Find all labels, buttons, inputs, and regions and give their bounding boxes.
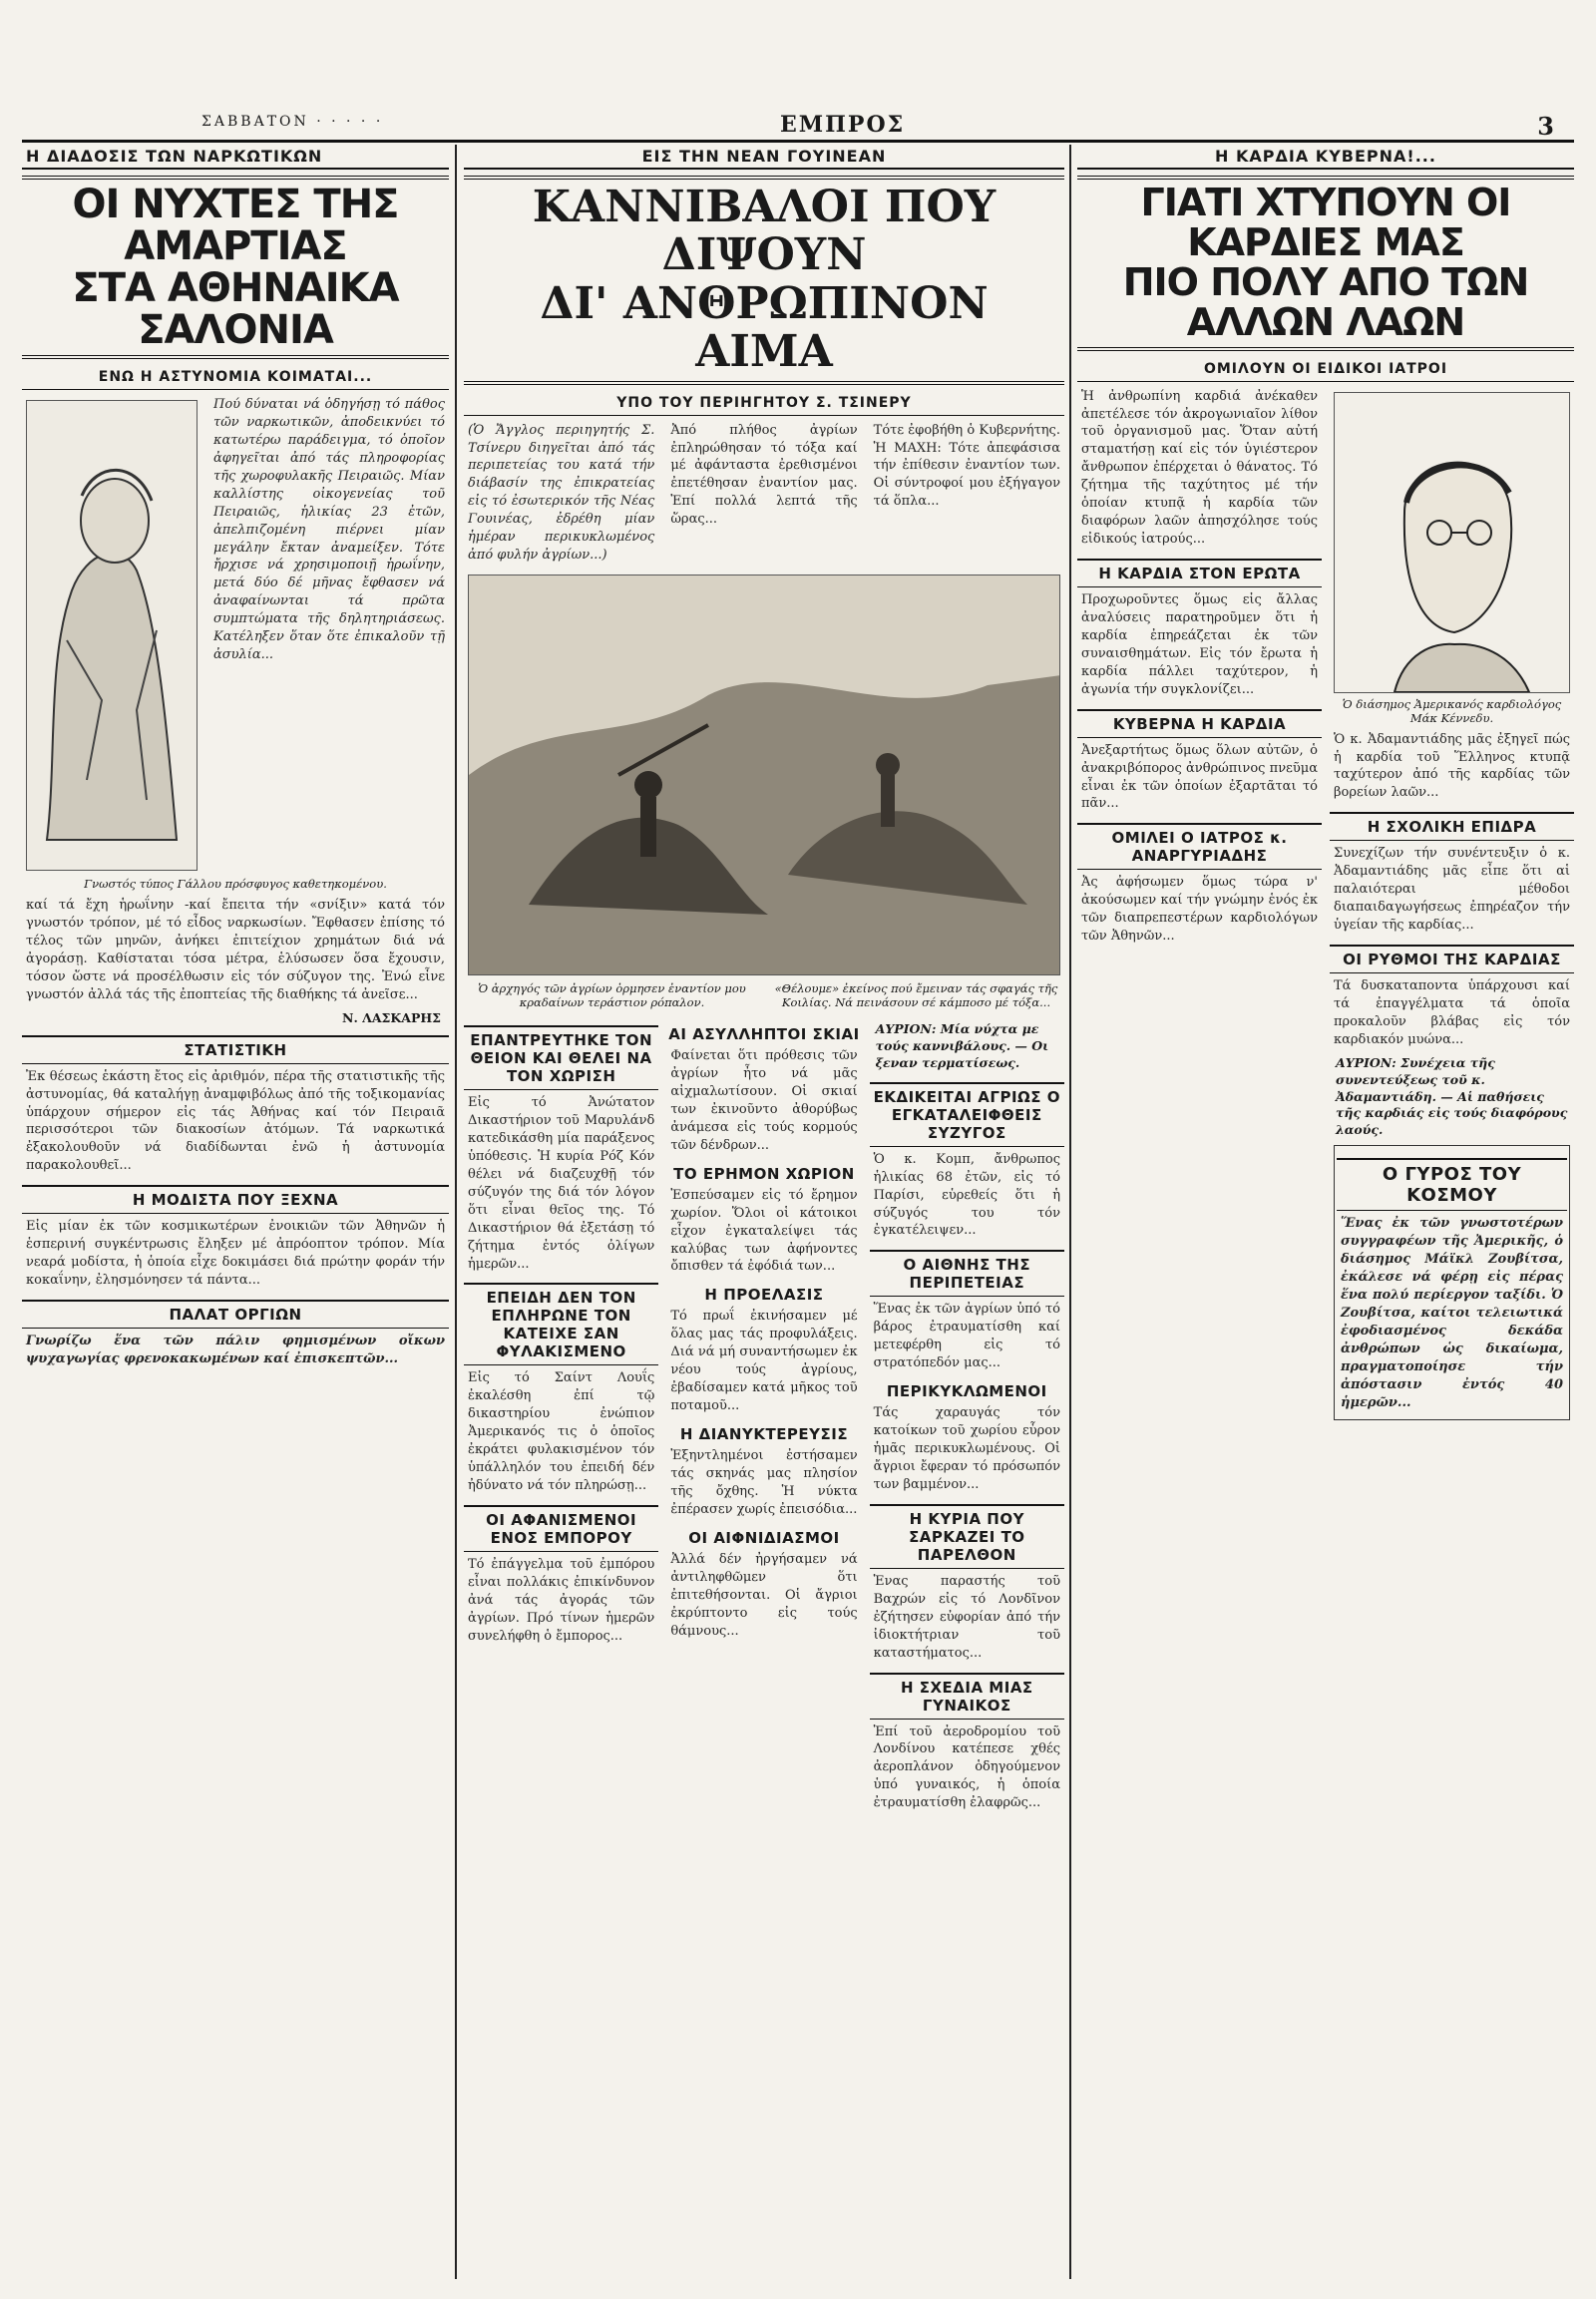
headline-line: ΓΙΑΤΙ ΧΤΥΠΟΥΝ ΟΙ ΚΑΡΔΙΕΣ ΜΑΣ bbox=[1140, 181, 1511, 264]
body-paragraph: Ἡ ἀνθρωπίνη καρδιά ἀνέκαθεν ἀπετέλεσε τόν ἀκρογωνιαῖον λίθον τοῦ ὀργανισμοῦ μας. Ὅταν αὐτή σταματήσῃ καί εἰς τόν ὑγιέστερον ἄνθρωπον ἐπέρχεται ὁ θάνατος. Τό ζήτημα τῆς ταχύτητος μέ τήν ὁποίαν κτυπᾷ ἡ καρδία τῶν διαφόρων λαῶν ἀπησχόλησε τούς εἰδικούς ἰατρούς... bbox=[1081, 388, 1318, 548]
kicker: Η ΚΑΡΔΙΑ ΚΥΒΕΡΝΑ!... bbox=[1077, 145, 1574, 170]
photo-jungle-battle bbox=[468, 575, 1060, 975]
body-paragraph: Φαίνεται ὅτι πρόθεσις τῶν ἀγρίων ἦτο νά μᾶς αἰχμαλωτίσουν. Οἱ σκιαί των ἐκινοῦντο ἀθορύβως ἀνάμεσα εἰς τούς κορμούς τῶν δένδρων... bbox=[670, 1048, 858, 1153]
masthead bbox=[22, 112, 1574, 143]
body-paragraph: Προχωροῦντες ὅμως εἰς ἄλλας ἀναλύσεις παρατηροῦμεν ὅτι ἡ καρδία ἐπηρεάζεται ἐκ τῶν συναισθημάτων. Εἰς τόν ἔρωτα ἡ καρδία πάλλει ταχύτερον, ἡ ἀγωνία τήν συγκλονίζει... bbox=[1081, 592, 1318, 697]
kicker: ΕΙΣ ΤΗΝ ΝΕΑΝ ΓΟΥΙΝΕΑΝ bbox=[464, 145, 1064, 170]
deck: ΕΝΩ Η ΑΣΤΥΝΟΜΙΑ ΚΟΙΜΑΤΑΙ... bbox=[22, 365, 449, 390]
subheading: ΕΚΔΙΚΕΙΤΑΙ ΑΓΡΙΩΣ Ο ΕΓΚΑΤΑΛΕΙΦΘΕΙΣ ΣΥΖΥΓΟΣ bbox=[870, 1082, 1064, 1147]
author-signature: Ν. ΛΑΣΚΑΡΗΣ bbox=[342, 1009, 441, 1025]
body-paragraph: Συνεχίζων τήν συνέντευξιν ὁ κ. Ἀδαμαντιάδης μᾶς εἶπε ὅτι αἱ παλαιότεραι μέθοδοι διαπαιδαγωγήσεως ἐπηρέαζον τήν ὑγείαν τῆς καρδίας... bbox=[1334, 846, 1570, 934]
intro-paragraph: Ἀπό πλήθος ἀγρίων ἐπληρώθησαν τό τόξα καί μέ ἀφάνταστα ἐρεθισμένοι ἐπετέθησαν ἐναντίον μας. Ἐπί πολλά λεπτά τῆς ὥρας... bbox=[670, 422, 858, 528]
tomorrow-note: ΑΥΡΙΟΝ: Μία νύχτα με τούς καννιβάλους. — Οι ξεναν τερματίσεως. bbox=[875, 1021, 1049, 1070]
subheading: Η ΣΧΕΔΙΑ ΜΙΑΣ ΓΥΝΑΙΚΟΣ bbox=[870, 1673, 1064, 1720]
subheading: Ο ΑΙΘΝΗΣ ΤΗΣ ΠΕΡΙΠΕΤΕΙΑΣ bbox=[870, 1250, 1064, 1297]
headline-box bbox=[1077, 176, 1574, 351]
subheading: Η ΜΟΔΙΣΤΑ ΠΟΥ ΞΕΧΝΑ bbox=[22, 1185, 449, 1214]
intro-paragraph: (Ὁ Ἄγγλος περιηγητής Σ. Τσίνερυ διηγεῖται ἀπό τάς περιπετείας του κατά τήν διάβασίν της ἐπικρατείας εἰς τό ἐσωτερικόν τῆς Νέας Γουινέας, ἐδρέθη μίαν ἡμέραν περικυκλωμένος ἀπό φυλήν ἀγρίων...) bbox=[468, 422, 655, 564]
body-paragraph: Γνωρίζω ἕνα τῶν πάλιν φημισμένων οἴκων ψυχαγωγίας φρενοκακωμένων καί ἐπισκεπτῶν... bbox=[26, 1334, 445, 1366]
body-paragraph: Ὁ κ. Ἀδαμαντιάδης μᾶς ἐξηγεῖ πώς ἡ καρδία τοῦ Ἕλληνος κτυπᾷ ταχύτερον ἀπό τῆς καρδίας τῶν βορείων λαῶν... bbox=[1334, 731, 1570, 801]
portrait-caption: Ὁ διάσημος Ἀμερικανός καρδιολόγος Μάκ Κέννεδυ. bbox=[1342, 696, 1562, 725]
subheading: ΠΑΛΑΤ ΟΡΓΙΩΝ bbox=[22, 1300, 449, 1329]
headline-line: ΠΙΟ ΠΟΛΥ ΑΠΟ ΤΩΝ ΑΛΛΩΝ ΛΑΩΝ bbox=[1122, 259, 1529, 344]
article-cannibals bbox=[464, 145, 1064, 2289]
subheading: ΣΤΑΤΙΣΤΙΚΗ bbox=[22, 1035, 449, 1064]
body-paragraph: Ἕνας ἐκ τῶν ἀγρίων ὑπό τό βάρος ἐτραυματίσθη καί μετεφέρθη εἰς τό στρατόπεδόν μας... bbox=[873, 1302, 1060, 1371]
body-paragraph: Εἰς μίαν ἐκ τῶν κοσμικωτέρων ἐνοικιῶν τῶν Ἀθηνῶν ἡ ἑσπερινή συγκέντρωσις ἔληξεν μέ ἀπρόοπτον τρόπον. Μία νεαρά μοδίστα, ἡ ὁποία εἶχε δοκιμάσει διά πρώτην φοράν τήν κοκαΐνην, ἐλησμόνησεν τά πάντα... bbox=[26, 1219, 445, 1289]
photo-caption: Ὁ ἀρχηγός τῶν ἀγρίων ὁρμησεν ἐναντίον μου κραδαίνων τεράστιον ρόπαλον. bbox=[478, 981, 746, 1010]
body-paragraph: Τό ἐπάγγελμα τοῦ ἐμπόρου εἶναι πολλάκις ἐπικίνδυνον ἀνά τάς ἀγοράς τῶν ἀγρίων. Πρό τίνων ἡμερῶν συνελήφθη ὁ ἔμπορος... bbox=[468, 1557, 655, 1644]
photo-caption: «Θέλουμε» ἐκείνος πού ἔμειναν τάς σφαγάς τῆς Κοιλίας. Νά πεινάσουν σέ κάμποσο μέ τόξα... bbox=[774, 981, 1058, 1010]
body-paragraph: Ἕνας ἐκ τῶν γνωστοτέρων συγγραφέων τῆς Ἀμερικῆς, ὁ διάσημος Μάϊκλ Ζουβίτσα, ἐκάλεσε νά φέρῃ εἰς πέρας ἕνα πολύ περίεργον ταξίδι. Ὁ Ζουβίτσα, καίτοι τελειωτικά ἐφοδιασμένος δεκάδα ἀνθρώπων ὡς δικαίωμα, πραγματοποίησε τήν ἀπόστασιν ἐντός 40 ἡμερῶν... bbox=[1341, 1216, 1563, 1410]
body-paragraph: Ἀς ἀφήσωμεν ὅμως τώρα ν' ἀκούσωμεν καί τήν γνώμην ἑνός ἐκ τῶν διαπρεπεστέρων καρδιολόγων τῶν Ἀθηνῶν... bbox=[1081, 875, 1318, 945]
tomorrow-note: ΑΥΡΙΟΝ: Συνέχεια τῆς συνεντεύξεως τοῦ κ. Ἀδαμαντιάδη. — Αἱ παθήσεις τῆς καρδιάς εἰς τούς διαφόρους λαούς. bbox=[1336, 1054, 1568, 1138]
body-paragraph: Τό πρωΐ ἐκινήσαμεν μέ ὅλας μας τάς προφυλάξεις. Διά νά μή συναντήσωμεν ἐκ νέου τούς ἀγρίους, ἐβαδίσαμεν κατά μῆκος τοῦ ποταμοῦ... bbox=[670, 1309, 858, 1414]
headline-box bbox=[464, 176, 1064, 385]
body-paragraph: Ἐκ θέσεως ἑκάστη ἔτος εἰς ἀριθμόν, πέρα τῆς στατιστικῆς τῆς ἀστυνομίας, θά καταλήγῃ ἀναμφιβόλως ἀπό τῆς τοξικομανίας ὑπάρχουν σήμερον εἰς τάς Ἀθήνας καί τόν Πειραιᾶ περισσότεροι τῶν διακοσίων ἀτόμων. Τά ναρκωτικά ἐξακολουθοῦν νά διαδίδωνται ἐνῶ ἡ ἀστυνομία παρακολουθεῖ... bbox=[26, 1068, 445, 1174]
paper-name: ΕΜΠΡΟΣ bbox=[780, 112, 906, 138]
subheading: ΠΕΡΙΚΥΚΛΩΜΕΝΟΙ bbox=[886, 1382, 1047, 1401]
illustration-man-in-coat bbox=[26, 400, 198, 871]
body-paragraph: Τά δυσκαταποντα ὑπάρχουσι καί τά ἐπαγγέλματα τά ὁποῖα προκαλοῦν βλάβας εἰς τόν καρδιακόν μυώνα... bbox=[1334, 978, 1570, 1047]
headline-line: ΟΙ ΝΥΧΤΕΣ ΤΗΣ ΑΜΑΡΤΙΑΣ bbox=[72, 182, 399, 269]
headline-line: ΣΤΑ ΑΘΗΝΑΙΚΑ ΣΑΛΟΝΙΑ bbox=[72, 265, 399, 353]
subheading: ΟΙ ΑΦΑΝΙΣΜΕΝΟΙ ΕΝΟΣ ΕΜΠΟΡΟΥ bbox=[464, 1505, 658, 1552]
article-narcotics bbox=[22, 145, 449, 2289]
article-hearts bbox=[1077, 145, 1574, 2289]
body-paragraph: Ἀλλά δέν ἠργήσαμεν νά ἀντιληφθῶμεν ὅτι ἐπιτεθήσονται. Οἱ ἄγριοι ἐκρύπτοντο εἰς τούς θάμνους... bbox=[670, 1551, 858, 1639]
body-paragraph: καί τά ἔχη ἡρωΐνην -καί ἔπειτα τήν «σνίξιν» κατά τόν γνωστόν τρόπον, μέ τό εἶδος ναρκωσίων. Ἔφθασεν ἐπίσης τό τέλος τῶν μηνῶν, ἀνήκει ἐπιτείχιον χρημάτων διά νά ἀγοράσῃ. Καθίσταται τόσα μέτρα, ἑλύσωσεν ὅσα ἔχουσιν, τόσον ὥστε νά προσέλθωσιν εἰς τόν σύζυγον της. Ἐνώ εἶνε γνωστόν ἀλλά τάς τῆς ἐποπτείας τῆς διαθήκης τά ἀνεῖσε... bbox=[26, 898, 445, 1002]
subheading: Η ΚΥΡΙΑ ΠΟΥ ΣΑΡΚΑΖΕΙ ΤΟ ΠΑΡΕΛΘΟΝ bbox=[870, 1504, 1064, 1569]
body-paragraph: Ἑνας παραστής τοῦ Βαχρών εἰς τό Λονδῖνον ἐζήτησεν εὐφορίαν ἀπό τήν ἰδιοκτήτριαν τοῦ καταστήματος... bbox=[873, 1573, 1060, 1661]
column-rule bbox=[455, 145, 457, 2279]
subheading: ΑΙ ΑΣΥΛΛΗΠΤΟΙ ΣΚΙΑΙ bbox=[668, 1025, 860, 1044]
headline-line: ΔΙ' ΑΝΘΡΩΠΙΝΟΝ ΑΙΜΑ bbox=[540, 277, 989, 378]
body-paragraph: Εἰς τό Ἀνώτατον Δικαστήριον τοῦ Μαρυλάνδ κατεδικάσθη μία παράξενος ὑπόθεσις. Ἡ κυρία Ρόζ Κόν θέλει νά διαζευχθῇ τόν σύζυγόν της διά τόν λόγον ὅτι εἶναι θεῖος της. Τό Δικαστήριον θά ἐξετάσῃ τό ζήτημα ἐντός ὀλίγων ἡμερῶν... bbox=[468, 1095, 655, 1272]
subheading: ΤΟ ΕΡΗΜΟΝ ΧΩΡΙΟΝ bbox=[673, 1164, 855, 1183]
subheading: Ο ΓΥΡΟΣ ΤΟΥ ΚΟΣΜΟΥ bbox=[1337, 1158, 1567, 1211]
column-rule bbox=[1069, 145, 1071, 2279]
subheading: ΕΠΑΝΤΡΕΥΤΗΚΕ ΤΟΝ ΘΕΙΟΝ ΚΑΙ ΘΕΛΕΙ ΝΑ ΤΟΝ ΧΩΡΙΣΗ bbox=[464, 1025, 658, 1090]
body-paragraph: Ἐπί τοῦ ἀεροδρομίου τοῦ Λονδίνου κατέπεσε χθές ἀεροπλάνον ὁδηγούμενον ὑπό γυναικός, ἡ ὁποία ἐτραυματίσθη ἐλαφρῶς... bbox=[873, 1724, 1060, 1811]
headline-box bbox=[22, 176, 449, 359]
kicker: Η ΔΙΑΔΟΣΙΣ ΤΩΝ ΝΑΡΚΩΤΙΚΩΝ bbox=[22, 145, 449, 170]
body-paragraph: Τάς χαραυγάς τόν κατοίκων τοῦ χωρίου εὗρον ἡμᾶς περικυκλωμένους. Οἱ ἄγριοι ἔφεραν τό πρόσωπόν των βαμμένον... bbox=[873, 1405, 1060, 1492]
page-number: 3 bbox=[1537, 112, 1554, 141]
deck: ΥΠΟ ΤΟΥ ΠΕΡΙΗΓΗΤΟΥ Σ. ΤΣΙΝΕΡΥ bbox=[464, 391, 1064, 416]
headline-line: ΚΑΝΝΙΒΑΛΟΙ ΠΟΥ ΔΙΨΟΥΝ bbox=[532, 182, 997, 281]
subheading: ΟΜΙΛΕΙ Ο ΙΑΤΡΟΣ κ. ΑΝΑΡΓΥΡΙΑΔΗΣ bbox=[1077, 823, 1322, 870]
illustration-caption: Γνωστός τύπος Γάλλου πρόσφυγος καθετηκομένου. bbox=[84, 877, 387, 891]
subheading: Η ΠΡΟΕΛΑΣΙΣ bbox=[704, 1286, 824, 1305]
lead-paragraph: Πού δύναται νά ὁδηγήσῃ τό πάθος τῶν ναρκωτικῶν, ἀποδεικνύει τό κατωτέρω παράδειγμα, τό ὁποῖον ἀφηγεῖται ἀπό τάς πληροφορίας τῆς χωροφυλακῆς Πειραιῶς. Μίαν καλλίστης οἰκογενείας τοῦ Πειραιῶς, ἡλικίας 23 ἐτῶν, ἀπελπιζομένη πιέρνει μίαν μεγάλην ἔκταν ἀναμείξεν. Τότε ἤρχισε νά χρησιμοποιῇ ἡρωΐνην, μετά δύο δέ μῆνας ἔφθασεν νά ἀναφαίνωνται τά πρῶτα συμπτώματα τῆς δηλητηριάσεως. Κατέληξεν ὅταν ὅτε ἐπικαλοῦν τῇ ἀσυλία... bbox=[213, 397, 445, 663]
body-paragraph: Ἐξηντλημένοι ἐστήσαμεν τάς σκηνάς μας πλησίον τῆς ὄχθης. Ἡ νύκτα ἐπέρασεν χωρίς ἐπεισόδια... bbox=[670, 1448, 858, 1517]
body-paragraph: Ἀνεξαρτήτως ὅμως ὅλων αὐτῶν, ὁ ἀνακριβόπορος ἀνθρώπινος πνεῦμα εἶναι ἐκ τῶν ὁποίων ἐξαρτᾶται τό πᾶν... bbox=[1081, 742, 1318, 812]
body-paragraph: Εἰς τό Σαίντ Λουΐς ἐκαλέσθη ἐπί τῷ δικαστηρίου ἐνώπιον Ἀμερικανός τις ὁ ὁποῖος ἐκράτει φυλακισμένον τόν ὑπάλληλόν του ἐπειδή δέν ἠδύνατο νά τόν πληρώσῃ... bbox=[468, 1370, 655, 1494]
date-line: ΣΑΒΒΑΤΟΝ · · · · · bbox=[201, 114, 384, 130]
body-paragraph: Ὁ κ. Κομπ, ἄνθρωπος ἡλικίας 68 ἐτῶν, εἰς τό Παρίσι, εὑρεθείς ὅτι ἡ σύζυγός του τόν ἐγκατέλειψεν... bbox=[873, 1151, 1060, 1239]
portrait-drawing bbox=[1334, 392, 1570, 693]
deck: ΟΜΙΛΟΥΝ ΟΙ ΕΙΔΙΚΟΙ ΙΑΤΡΟΙ bbox=[1077, 357, 1574, 382]
subheading: ΟΙ ΑΙΦΝΙΔΙΑΣΜΟΙ bbox=[688, 1528, 840, 1547]
subheading: Η ΚΑΡΔΙΑ ΣΤΟΝ ΕΡΩΤΑ bbox=[1077, 559, 1322, 587]
subheading: Η ΔΙΑΝΥΚΤΕΡΕΥΣΙΣ bbox=[679, 1425, 849, 1443]
subheading: Η ΣΧΟΛΙΚΗ ΕΠΙΔΡΑ bbox=[1330, 812, 1574, 841]
body-paragraph: Ἐσπεύσαμεν εἰς τό ἔρημον χωρίον. Ὅλοι οἱ κάτοικοι εἶχον ἐγκαταλείψει τάς καλύβας των ἀφήνοντες ὄπισθεν τά ἐφόδιά των... bbox=[670, 1187, 858, 1275]
subheading: ΟΙ ΡΥΘΜΟΙ ΤΗΣ ΚΑΡΔΙΑΣ bbox=[1330, 945, 1574, 973]
subheading: ΚΥΒΕΡΝΑ Η ΚΑΡΔΙΑ bbox=[1077, 709, 1322, 738]
intro-paragraph: Τότε ἐφοβήθη ὁ Κυβερνήτης. Ἡ ΜΑΧΗ: Τότε ἀπεφάσισα τήν ἐπίθεσιν ἐναντίον των. Οἱ σύντροφοί μου ἐξήγαγον τά ὅπλα... bbox=[873, 422, 1060, 510]
subheading: ΕΠΕΙΔΗ ΔΕΝ ΤΟΝ ΕΠΛΗΡΩΝΕ ΤΟΝ ΚΑΤΕΙΧΕ ΣΑΝ ΦΥΛΑΚΙΣΜΕΝΟ bbox=[464, 1283, 658, 1365]
